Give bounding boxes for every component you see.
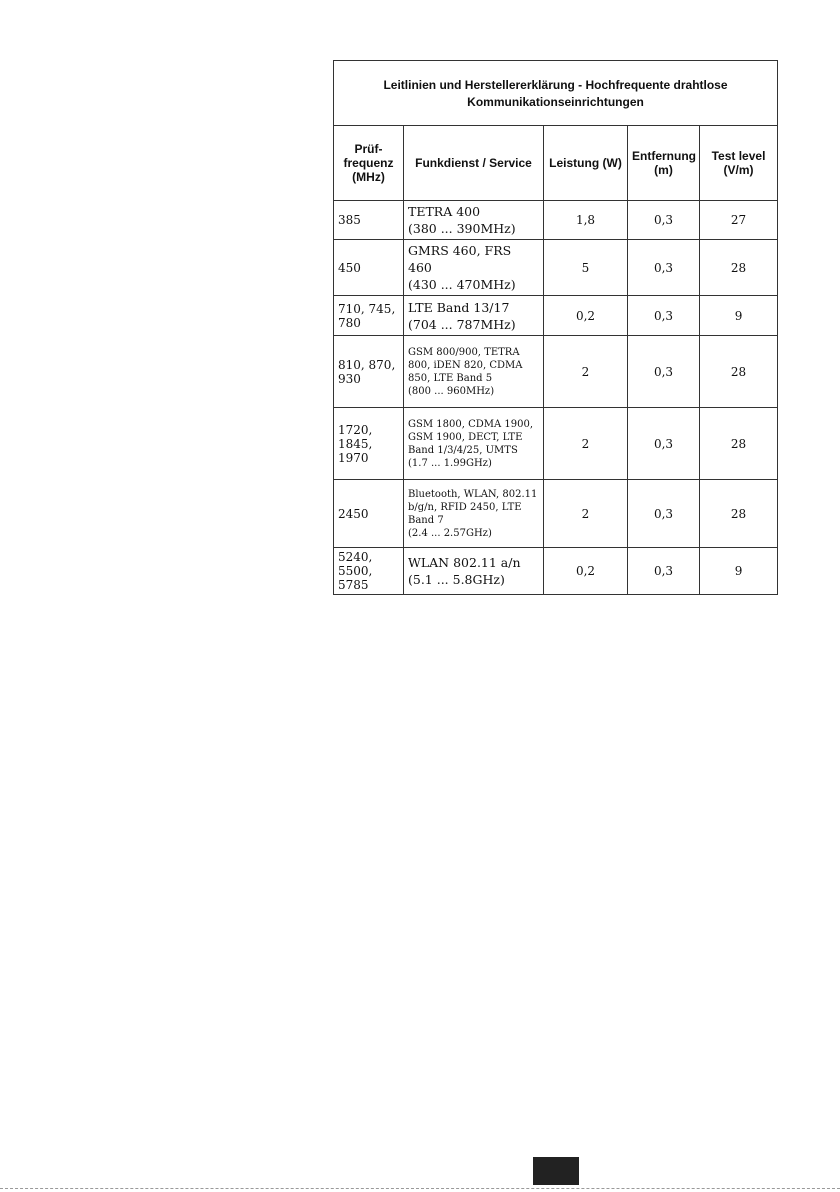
table-row xyxy=(334,336,778,408)
cell-frequency xyxy=(334,480,404,548)
frequency-line: 450 xyxy=(338,260,361,275)
table-row xyxy=(334,240,778,296)
frequency-line: 385 xyxy=(338,213,361,227)
service-line: GMRS 460, FRS 460 xyxy=(408,243,512,275)
cell-service xyxy=(404,548,544,595)
service-line: Bluetooth, WLAN, 802.11 xyxy=(408,488,538,500)
cell-distance: 0,3 xyxy=(628,296,700,336)
cell-power: 1,8 xyxy=(544,201,628,240)
cell-test-level: 28 xyxy=(700,408,778,480)
cell-frequency xyxy=(334,408,404,480)
service-line: b/g/n, RFID 2450, LTE xyxy=(408,501,522,513)
cell-power: 2 xyxy=(544,408,628,480)
service-line: GSM 800/900, TETRA xyxy=(408,346,520,358)
table-row xyxy=(334,201,778,240)
cell-power: 0,2 xyxy=(544,296,628,336)
cell-test-level: 28 xyxy=(700,480,778,548)
rf-immunity-table xyxy=(333,60,778,595)
service-line: Band 1/3/4/25, UMTS xyxy=(408,444,518,456)
cell-distance: 0,3 xyxy=(628,548,700,595)
frequency-line: 2450 xyxy=(338,506,369,521)
service-line: 800, iDEN 820, CDMA xyxy=(408,359,523,371)
cell-service xyxy=(404,240,544,296)
header-power-label: Leistung (W) xyxy=(549,156,622,170)
frequency-line: 710, 745, xyxy=(338,301,396,316)
header-service-label: Funkdienst / Service xyxy=(415,156,532,170)
cell-distance: 0,3 xyxy=(628,480,700,548)
table-title-row xyxy=(334,61,778,126)
header-distance-line1: Entfernung xyxy=(632,149,696,163)
frequency-line: 930 xyxy=(338,371,361,386)
table-row xyxy=(334,296,778,336)
cell-service xyxy=(404,408,544,480)
header-freq-line2: frequenz xyxy=(343,156,394,170)
header-level-line2: (V/m) xyxy=(723,163,754,177)
service-line: GSM 1800, CDMA 1900, xyxy=(408,418,533,430)
table-row xyxy=(334,408,778,480)
service-line: Band 7 xyxy=(408,514,444,526)
cell-frequency xyxy=(334,548,404,595)
cell-frequency xyxy=(334,240,404,296)
header-test-level xyxy=(700,126,778,201)
frequency-line: 810, 870, xyxy=(338,357,396,372)
service-line: (1.7 ... 1.99GHz) xyxy=(408,457,492,469)
table-row xyxy=(334,548,778,595)
frequency-line: 780 xyxy=(338,315,361,330)
service-line: (704 ... 787MHz) xyxy=(408,316,516,332)
cell-distance: 0,3 xyxy=(628,240,700,296)
table-row xyxy=(334,480,778,548)
table-title-line1: Leitlinien und Herstellererklärung - Hochfrequente drahtlose xyxy=(383,77,728,92)
cell-frequency xyxy=(334,336,404,408)
cell-frequency xyxy=(334,201,404,240)
cell-power: 5 xyxy=(544,240,628,296)
header-level-line1: Test level xyxy=(711,149,766,163)
service-line: GSM 1900, DECT, LTE xyxy=(408,431,523,443)
page-number-box xyxy=(533,1157,579,1185)
header-distance-line2: (m) xyxy=(654,163,673,177)
cell-power: 2 xyxy=(544,336,628,408)
service-line: LTE Band 13/17 xyxy=(408,299,510,315)
frequency-line: 1720, xyxy=(338,422,373,437)
table-title xyxy=(334,61,778,126)
table-title-line2: Kommunikationseinrichtungen xyxy=(467,94,644,109)
header-freq-line1: Prüf- xyxy=(354,142,383,156)
header-power xyxy=(544,126,628,201)
cell-service xyxy=(404,296,544,336)
bottom-rule xyxy=(0,1188,840,1189)
service-line: TETRA 400 xyxy=(408,204,481,219)
header-test-frequency xyxy=(334,126,404,201)
service-line: 850, LTE Band 5 xyxy=(408,372,493,384)
service-line: (2.4 ... 2.57GHz) xyxy=(408,527,492,539)
header-distance xyxy=(628,126,700,201)
service-line: (380 ... 390MHz) xyxy=(408,221,516,236)
frequency-line: 5240, xyxy=(338,550,373,564)
cell-power: 0,2 xyxy=(544,548,628,595)
cell-test-level: 27 xyxy=(700,201,778,240)
cell-distance: 0,3 xyxy=(628,408,700,480)
cell-test-level: 28 xyxy=(700,240,778,296)
service-line: (430 ... 470MHz) xyxy=(408,277,516,292)
table-header-row xyxy=(334,126,778,201)
frequency-line: 5500, 5785 xyxy=(338,564,373,592)
header-freq-line3: (MHz) xyxy=(352,170,385,184)
cell-test-level: 9 xyxy=(700,548,778,595)
header-service xyxy=(404,126,544,201)
service-line: WLAN 802.11 a/n xyxy=(408,555,521,570)
service-line: (5.1 ... 5.8GHz) xyxy=(408,572,505,587)
cell-frequency xyxy=(334,296,404,336)
cell-service xyxy=(404,480,544,548)
cell-test-level: 9 xyxy=(700,296,778,336)
cell-power: 2 xyxy=(544,480,628,548)
cell-distance: 0,3 xyxy=(628,201,700,240)
service-line: (800 ... 960MHz) xyxy=(408,385,495,397)
cell-test-level: 28 xyxy=(700,336,778,408)
table-body xyxy=(334,201,778,595)
cell-service xyxy=(404,201,544,240)
cell-service xyxy=(404,336,544,408)
frequency-line: 1845, 1970 xyxy=(338,436,373,465)
cell-distance: 0,3 xyxy=(628,336,700,408)
